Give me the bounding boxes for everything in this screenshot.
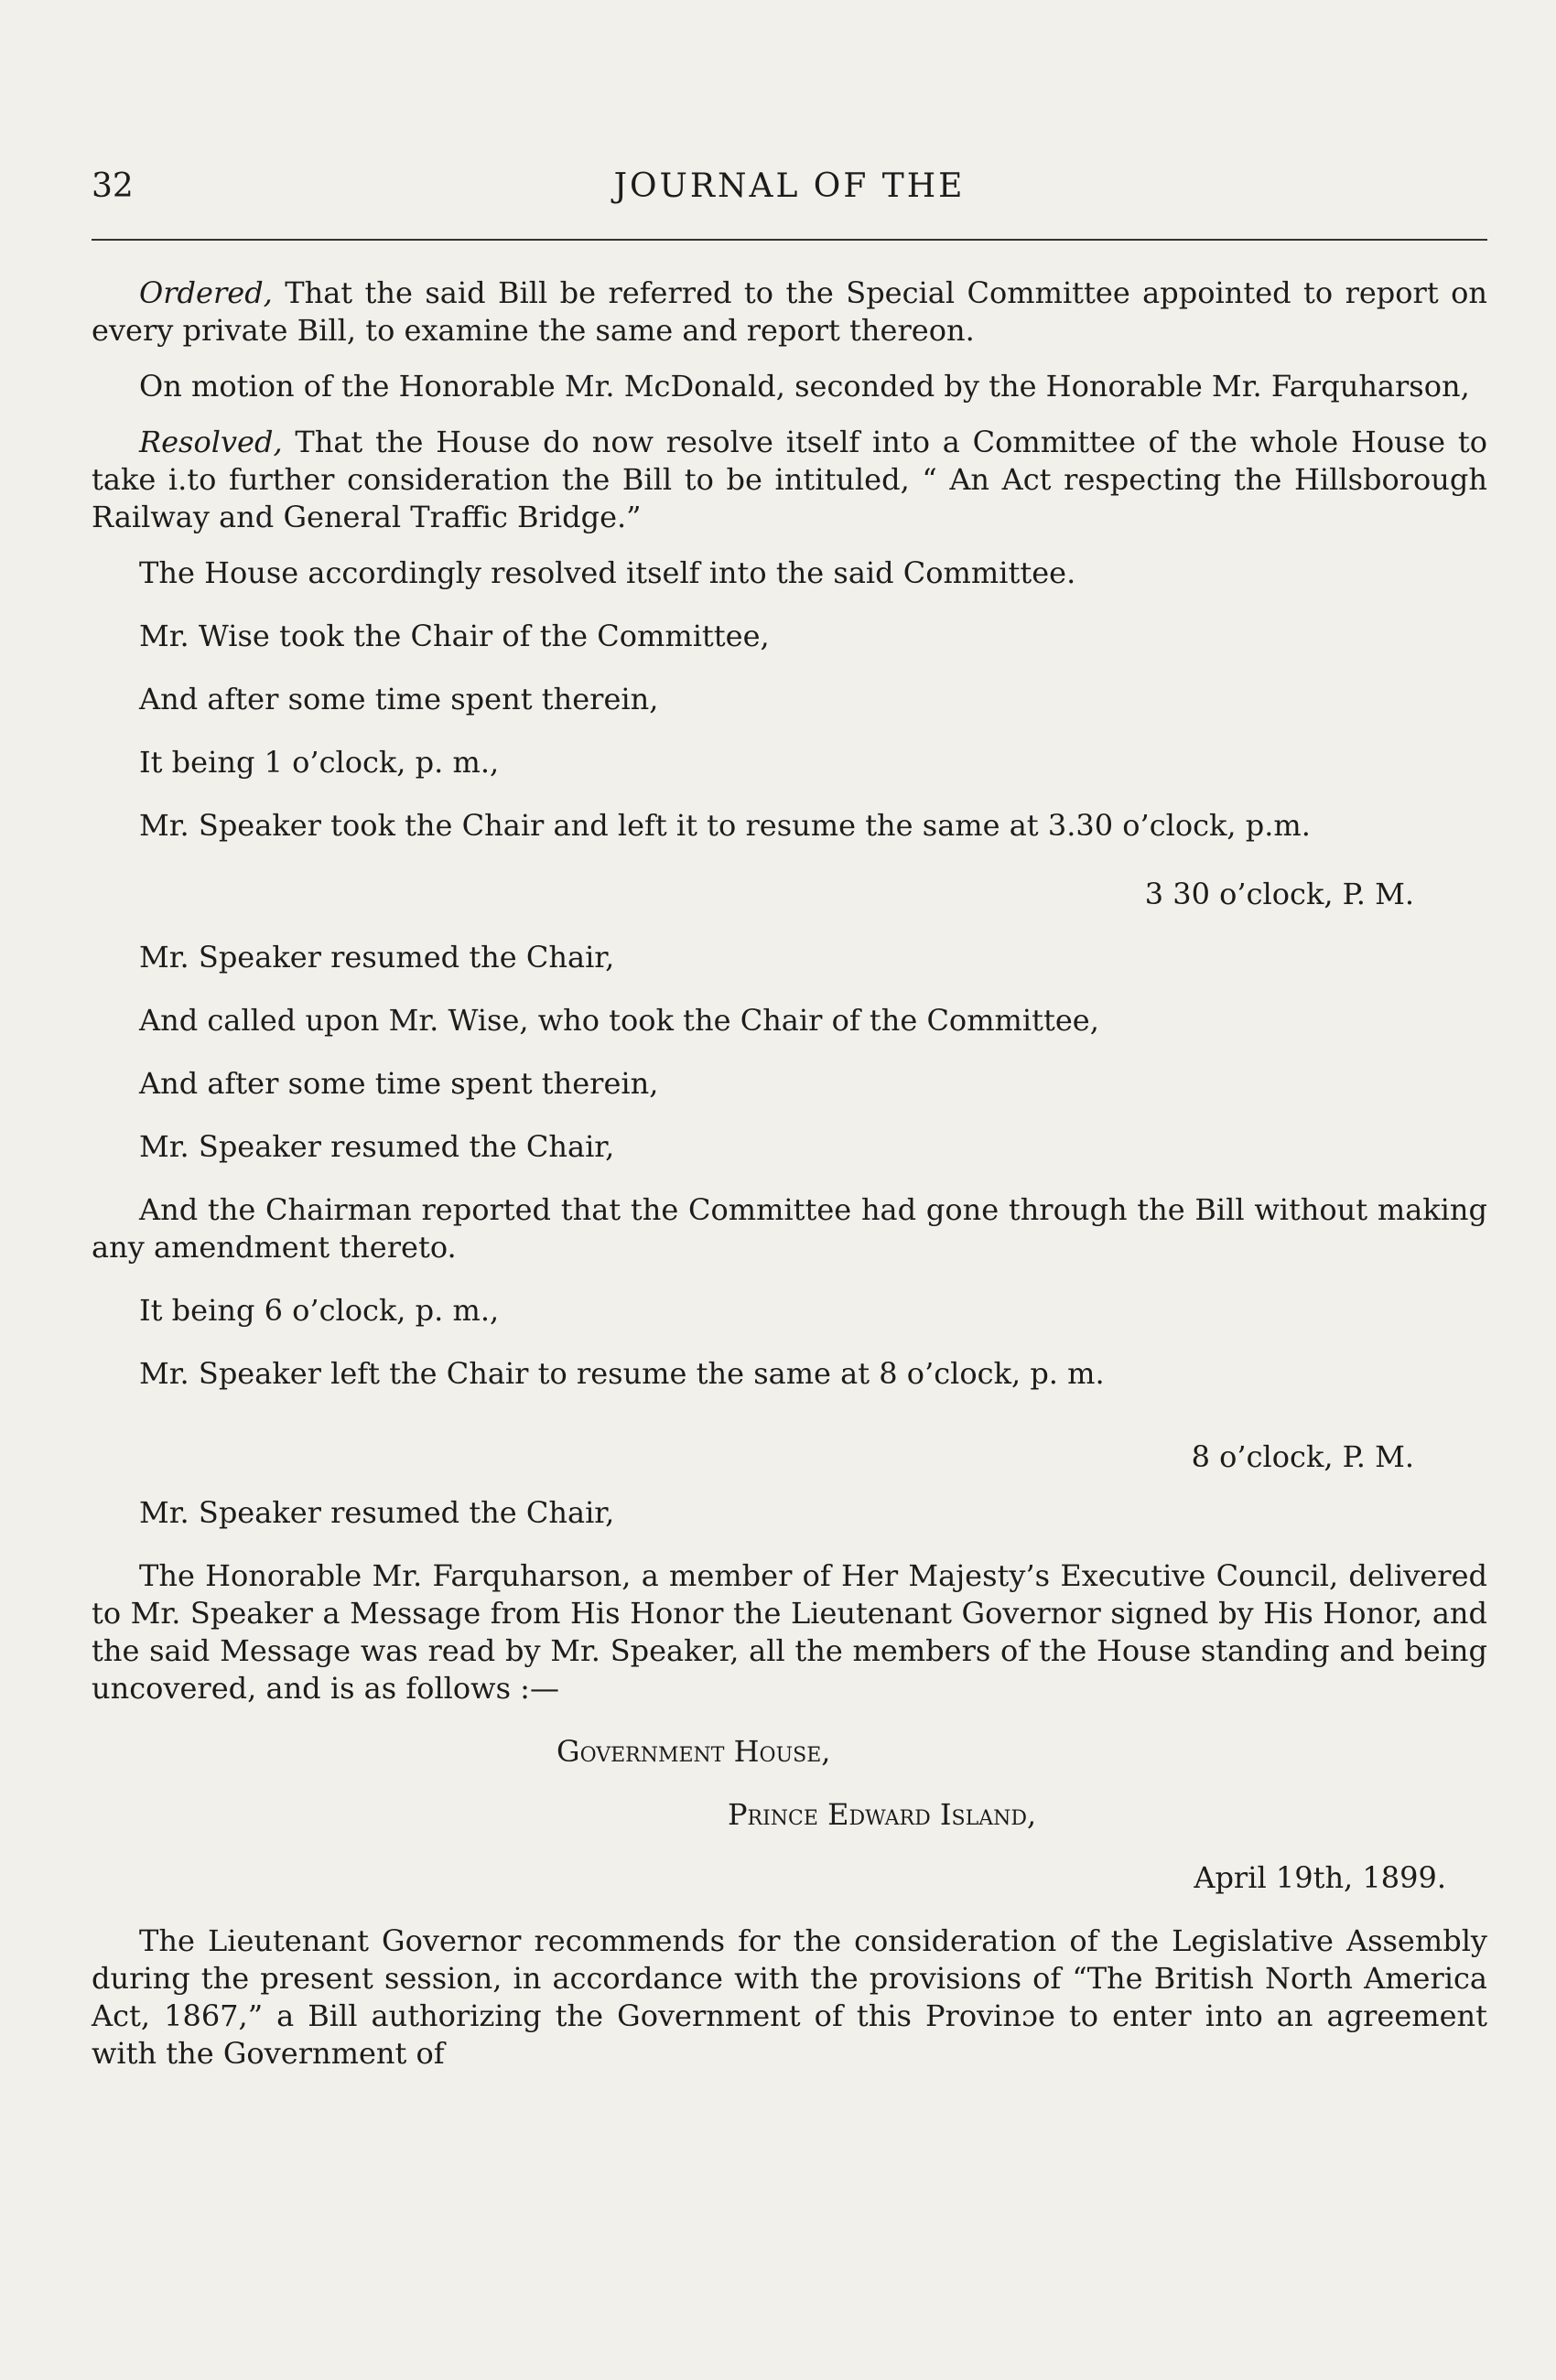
speaker-resumed-line-3: Mr. Speaker resumed the Chair,	[139, 1495, 615, 1530]
resolved-lead: Resolved,	[139, 425, 283, 459]
speaker-recess-line: Mr. Speaker took the Chair and left it to resume the same at 3.30 o’clock, p.m.	[139, 808, 1311, 843]
ordered-paragraph	[92, 275, 1487, 350]
speaker-resumed-line-2: Mr. Speaker resumed the Chair,	[139, 1129, 615, 1164]
time-spent-line-2: And after some time spent therein,	[139, 1066, 659, 1101]
motion-paragraph: On motion of the Honorable Mr. McDonald, seconded by the Honorable Mr. Farquharson,	[139, 369, 1470, 404]
time-heading-8: 8 o’clock, P. M.	[1191, 1439, 1414, 1474]
journal-title: JOURNAL OF THE	[613, 167, 966, 205]
chairman-report-paragraph: And the Chairman reported that the Committee had gone through the Bill without making any amendment thereto.	[92, 1192, 1487, 1265]
page-number: 32	[92, 167, 134, 205]
running-head	[92, 167, 1487, 222]
resolved-text: That the House do now resolve itself into a Committee of the whole House to take i.to further consideration the Bill to be intituled, “ An Act respecting the Hillsborough Railway and General Traffic Bridge.”	[92, 425, 1487, 534]
ordered-lead: Ordered,	[139, 275, 273, 310]
time-spent-line: And after some time spent therein,	[139, 682, 659, 716]
time-heading-330: 3 30 o’clock, P. M.	[1144, 877, 1414, 911]
header-rule	[92, 239, 1487, 241]
chair-line: Mr. Wise took the Chair of the Committee,	[139, 619, 770, 653]
six-oclock-line: It being 6 o’clock, p. m.,	[139, 1293, 500, 1328]
address-government-house: Government House,	[556, 1734, 831, 1769]
committee-resolved-line: The House accordingly resolved itself into the said Committee.	[139, 555, 1076, 590]
journal-body	[92, 275, 1487, 2073]
address-date: April 19th, 1899.	[1194, 1860, 1446, 1895]
called-upon-line: And called upon Mr. Wise, who took the Chair of the Committee,	[139, 1003, 1099, 1038]
address-pei: Prince Edward Island,	[728, 1797, 1037, 1832]
message-paragraph: The Honorable Mr. Farquharson, a member of Her Majesty’s Executive Council, delivered to Mr. Speaker a Message from His Honor the Lieutenant Governor signed by His Honor, and the said Message was read by Mr. Speaker, all the members of the House standing and being uncovered, and is as follows :—	[92, 1558, 1487, 1706]
resolved-paragraph	[92, 424, 1487, 536]
one-oclock-line: It being 1 o’clock, p. m.,	[139, 745, 500, 780]
recommendation-paragraph: The Lieutenant Governor recommends for the consideration of the Legislative Assembly during the present session, in accordance with the provisions of “The British North America Act, 1867,” a Bill authorizing the Government of this Provinɔe to enter into an agreement with the Government of	[92, 1923, 1487, 2071]
ordered-text: That the said Bill be referred to the Special Committee appointed to report on every private Bill, to examine the same and report thereon.	[92, 275, 1487, 348]
speaker-left-line: Mr. Speaker left the Chair to resume the same at 8 o’clock, p. m.	[139, 1356, 1105, 1391]
speaker-resumed-line: Mr. Speaker resumed the Chair,	[139, 940, 615, 975]
